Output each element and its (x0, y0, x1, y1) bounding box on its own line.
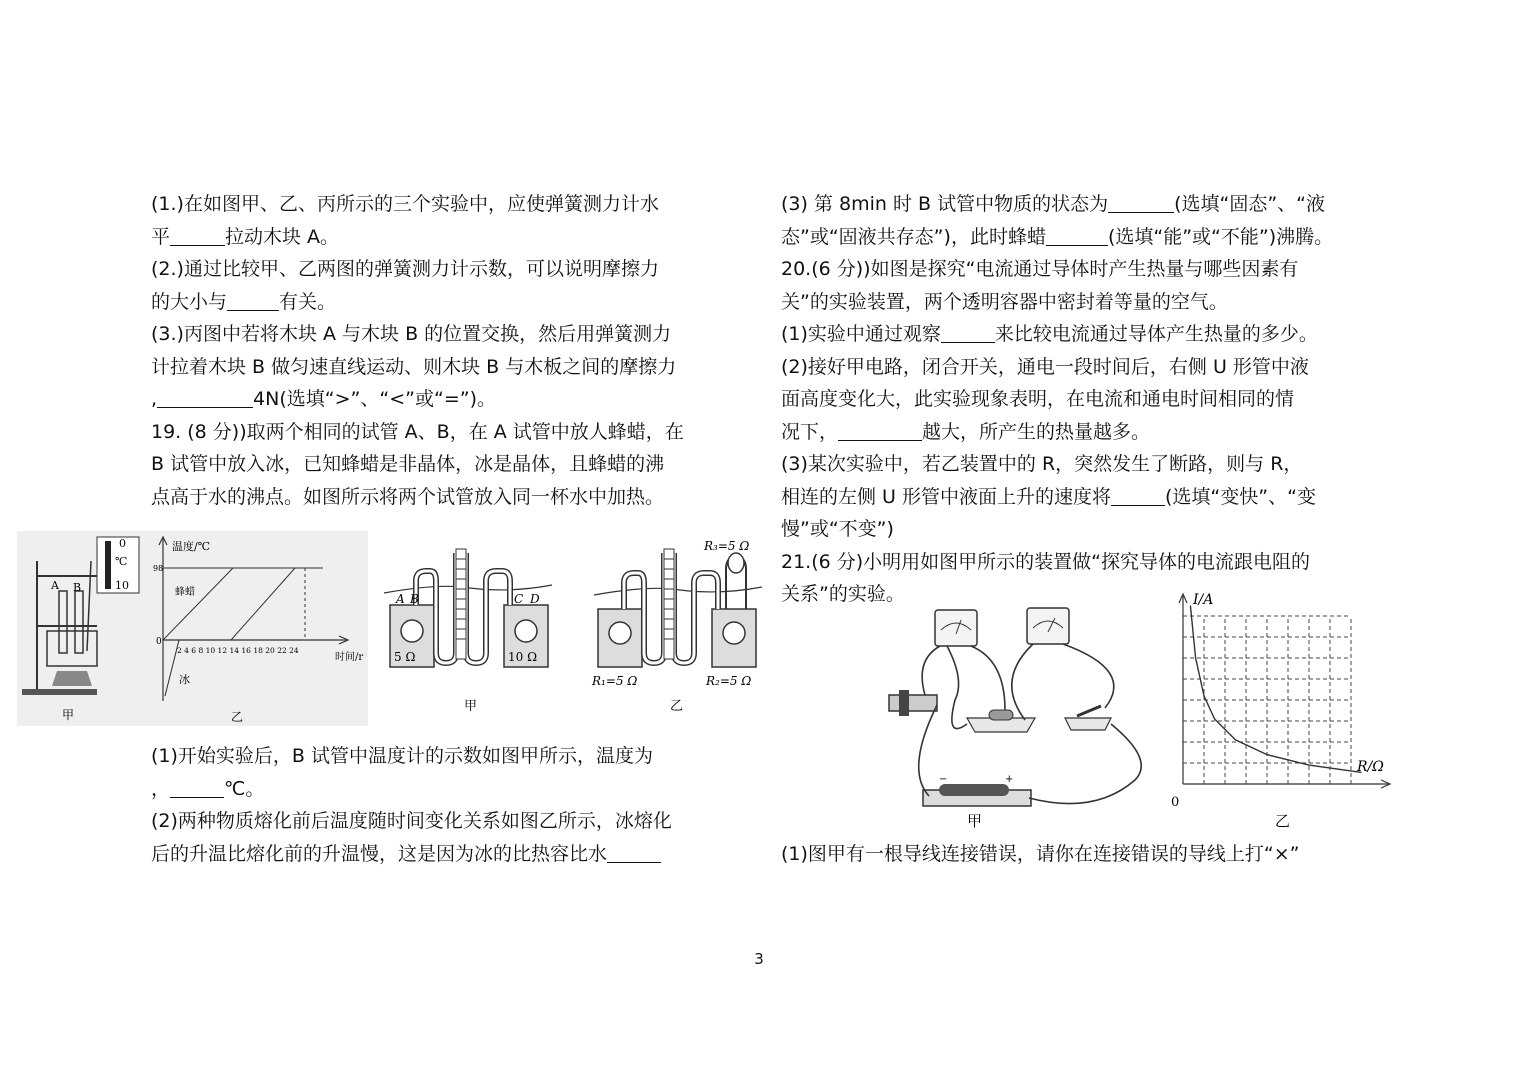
resistor-r1 (609, 622, 631, 644)
resistor-right (515, 620, 537, 642)
q19-3-line1 (781, 188, 1381, 221)
wire (594, 587, 762, 595)
q20-line1: 20.(6 分))如图是探究“电流通过导体时产生热量与哪些因素有 (781, 258, 1299, 280)
answer-blank[interactable] (170, 776, 224, 798)
answer-blank[interactable] (607, 841, 661, 863)
q20-3-line3: 慢”或“不变”) (781, 518, 894, 540)
q20-2-line2: 面高度变化大，此实验现象表明，在电流和通电时间相同的情 (781, 388, 1295, 410)
label-r3: R₃=5 Ω (704, 539, 750, 553)
q18-2-line2 (151, 286, 746, 319)
q21-line1: 21.(6 分)小明用如图甲所示的装置做“探究导体的电流跟电阻的 (781, 550, 1311, 573)
q19-line1: 19. (8 分))取两个相同的试管 A、B，在 A 试管中放人蜂蜡，在 (151, 420, 684, 443)
caption-jia: 甲 (967, 812, 983, 830)
answer-blank[interactable] (941, 321, 995, 343)
answer-blank[interactable] (1111, 484, 1165, 506)
battery-box (923, 774, 1031, 806)
q19-line3: 点高于水的沸点。如图所示将两个试管放入同一杯水中加热。 (151, 485, 665, 508)
grid (1183, 616, 1351, 784)
answer-blank[interactable] (170, 224, 225, 246)
q19-1-line2 (151, 773, 746, 806)
q19-subquestions (151, 740, 746, 870)
text: 的大小与 (151, 290, 228, 313)
stand-base (22, 689, 97, 695)
caption-yi: 乙 (1275, 812, 1291, 830)
y-tick-0: 0 (156, 637, 162, 647)
resistor-r2 (723, 622, 745, 644)
fixed-resistor (967, 710, 1035, 732)
resistor-right-label: 10 Ω (508, 650, 538, 664)
q19-1-line1: (1)开始实验后，B 试管中温度计的示数如图甲所示，温度为 (151, 745, 653, 767)
q21-subquestions (781, 838, 1401, 871)
text: 相连的左侧 U 形管中液面上升的速度将 (781, 485, 1111, 508)
answer-blank[interactable] (1046, 224, 1108, 246)
q20-3-line2 (781, 481, 1381, 514)
label-a: A (396, 592, 405, 606)
q18-3-line3 (151, 383, 746, 416)
resistor-left-label: 5 Ω (394, 650, 416, 664)
x-ticks: 2 4 6 8 10 12 14 16 18 20 22 24 (177, 646, 299, 655)
q18-3-line1: (3.)丙图中若将木块 A 与木块 B 的位置交换，然后用弹簧测力 (151, 323, 672, 345)
page-number: 3 (754, 950, 764, 968)
label-r2: R₂=5 Ω (706, 674, 752, 688)
q18-1-line1: (1.)在如图甲、乙、丙所示的三个实验中，应使弹簧测力计水 (151, 193, 659, 215)
burner (52, 671, 92, 686)
answer-blank[interactable] (227, 289, 279, 311)
text: , (151, 388, 158, 410)
text: 来比较电流通过导体产生热量的多少。 (994, 323, 1318, 345)
thermometer-column (105, 541, 111, 589)
x-axis-label: 时间/r (335, 652, 364, 663)
ammeter (935, 610, 977, 646)
label-c: C (514, 592, 524, 606)
figure-background (17, 531, 368, 726)
origin-label: 0 (1171, 795, 1180, 810)
q21-line2: 关系”的实验。 (781, 583, 905, 605)
label-a: A (51, 579, 59, 592)
q20-2-line1: (2)接好甲电路，闭合开关，通电一段时间后，右侧 U 形管中液 (781, 355, 1309, 378)
thermo-0: 0 (119, 537, 126, 550)
q18-1-line2 (151, 221, 746, 254)
label-b: B (73, 581, 82, 594)
text: 况下， (781, 420, 839, 443)
rheostat (889, 690, 937, 716)
label-b: B (410, 592, 419, 606)
resistor-left (401, 620, 423, 642)
text: (1)实验中通过观察 (781, 323, 941, 345)
fig21-yi-graph (1165, 588, 1405, 833)
x-axis-label: R/Ω (1357, 759, 1384, 775)
text: 4N(选填“>”、“<”或“=”)。 (253, 388, 496, 410)
text: 越大，所产生的热量越多。 (922, 420, 1151, 443)
label-d: D (530, 592, 540, 606)
caption-yi: 乙 (670, 699, 684, 714)
text: (选填“变快”、“变 (1165, 485, 1316, 508)
q20-1 (781, 318, 1381, 351)
i-r-curve (1190, 606, 1361, 773)
answer-blank[interactable] (838, 419, 922, 441)
answer-blank[interactable] (157, 386, 253, 408)
svg-text:+: + (1005, 774, 1014, 785)
text: 拉动木块 A。 (225, 225, 340, 248)
caption-jia: 甲 (62, 708, 75, 722)
q19-2-line1: (2)两种物质熔化前后温度随时间变化关系如图乙所示，冰熔化 (151, 810, 672, 832)
right-column (781, 188, 1381, 611)
q21-1: (1)图甲有一根导线连接错误，请你在连接错误的导线上打“×” (781, 843, 1300, 865)
fig21-jia-circuit (885, 600, 1145, 832)
voltmeter (1027, 608, 1069, 644)
q20-line2: 关”的实验装置，两个透明容器中密封着等量的空气。 (781, 290, 1228, 313)
scale (664, 549, 674, 659)
scale (456, 549, 466, 659)
fig19-melting-figure (17, 531, 368, 726)
q18-2-line1: (2.)通过比较甲、乙两图的弹簧测力计示数，可以说明摩擦力 (151, 258, 659, 280)
thermo-unit: ℃ (115, 555, 128, 568)
text: 平 (151, 225, 171, 248)
y-tick-98: 98 (153, 564, 164, 573)
text: 后的升温比熔化前的升温慢，这是因为冰的比热容比水 (151, 842, 608, 865)
q20-2-line3 (781, 416, 1381, 449)
text: (选填“能”或“不能”)沸腾。 (1107, 225, 1334, 248)
text: (选填“固态”、“液 (1174, 193, 1326, 215)
fig20-yi-apparatus (590, 533, 765, 715)
q19-3-line2 (781, 221, 1381, 254)
text: (3) 第 8min 时 B 试管中物质的状态为 (781, 193, 1109, 215)
thermo-10: 10 (115, 579, 129, 592)
y-axis-label: I/A (1193, 592, 1214, 608)
caption-jia: 甲 (464, 699, 478, 713)
answer-blank[interactable] (1108, 191, 1174, 213)
svg-text:−: − (939, 774, 948, 785)
caption-yi: 乙 (231, 710, 244, 724)
q20-3-line1: (3)某次实验中，若乙装置中的 R，突然发生了断路，则与 R， (781, 453, 1303, 475)
q19-line2: B 试管中放入冰，已知蜂蜡是非晶体，冰是晶体，且蜂蜡的沸 (151, 453, 665, 475)
left-column (151, 188, 746, 513)
switch (1065, 706, 1111, 730)
text: ， (151, 777, 171, 800)
label-r1: R₁=5 Ω (592, 674, 638, 688)
text: 有关。 (279, 290, 337, 313)
label-wax: 蜂蜡 (175, 587, 195, 598)
text: ℃。 (224, 777, 265, 800)
q19-2-line2 (151, 838, 746, 871)
q18-3-line2: 计拉着木块 B 做匀速直线运动、则木块 B 与木板之间的摩擦力 (151, 355, 677, 378)
y-axis-label: 温度/℃ (172, 540, 211, 553)
label-ice: 冰 (179, 673, 190, 686)
fig20-jia-apparatus (380, 543, 560, 713)
text: 态”或“固液共存态”)，此时蜂蜡 (781, 225, 1046, 248)
resistor-r3 (728, 553, 744, 573)
